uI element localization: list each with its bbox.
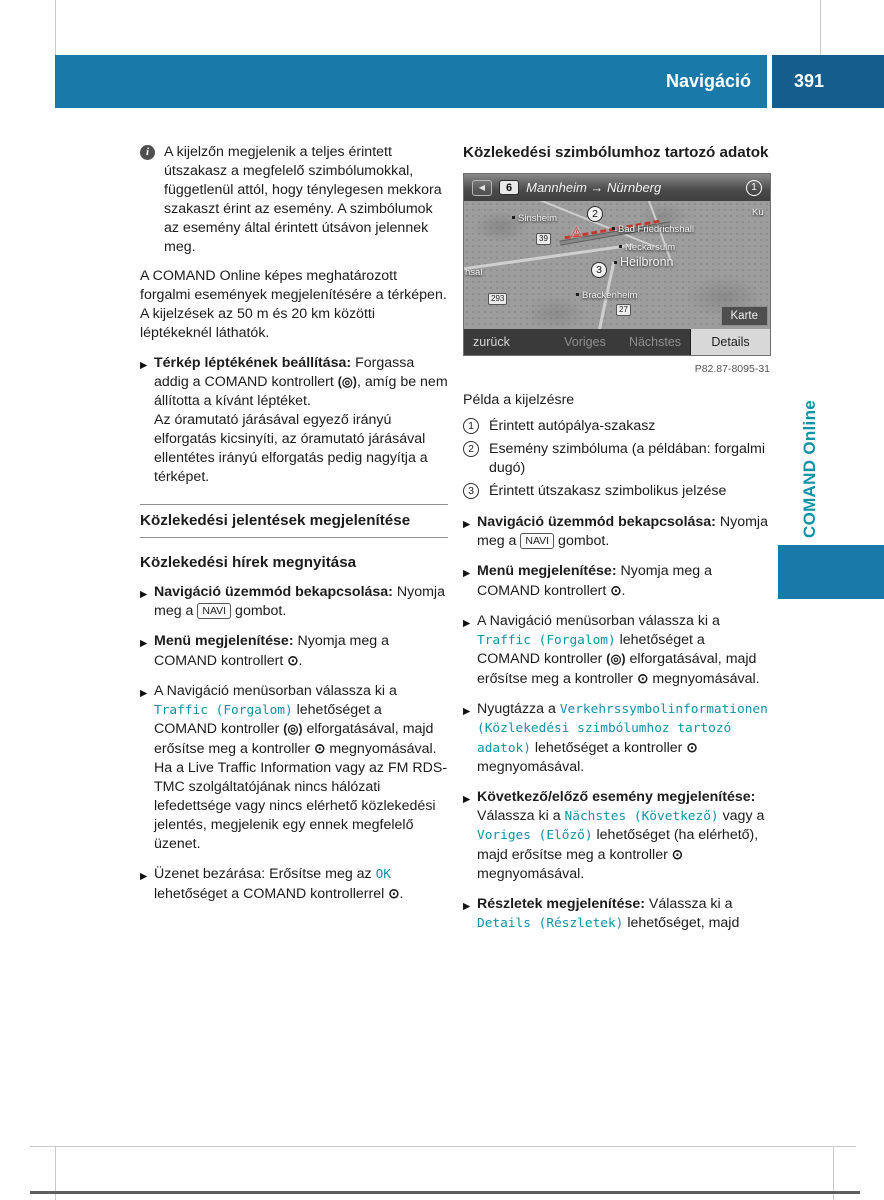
bullet-text: lehetőséget (ha elérhető), majd erősítse meg a kontroller	[477, 827, 759, 863]
bullet-text: gombot.	[554, 533, 610, 549]
bullet-text: .	[621, 583, 626, 599]
screenshot-header-bar	[464, 174, 770, 201]
intro-paragraph: A COMAND Online képes meghatározott forgalmi események megjelenítésére a térképen. A kijelzések az 50 m és 20 km közötti léptékeknél láthatók.	[140, 268, 447, 341]
info-note-text: A kijelzőn megjelenik a teljes érintett útszakasz a megfelelő szimbólumokkal, függetlenül attól, hogy ténylegesen mekkora szakaszt érint az esemény. A szimbólumok az esemény által érintett útsávon jelennek meg.	[164, 144, 442, 255]
legend-item	[463, 440, 771, 478]
bullet-text: Válassza ki a	[644, 896, 733, 912]
info-note	[140, 143, 448, 257]
bullet-text: Forgassa addig a COMAND kontrollert	[154, 355, 415, 390]
back-arrow-glyph: ◀	[478, 183, 486, 192]
bullet-lead: Térkép léptékének beállítása:	[154, 355, 352, 371]
chapter-header-bar	[55, 55, 884, 108]
bullet-text: elforgatásával, majd erősítse meg a kontroller	[477, 651, 757, 687]
bullet-arrow-icon: ▶	[463, 794, 471, 805]
legend-text: Érintett útszakasz szimbolikus jelzése	[489, 483, 727, 499]
road-number-sign: 39	[536, 233, 551, 245]
road-number-sign: 293	[488, 293, 507, 305]
subsection-heading: Közlekedési hírek megnyitása	[140, 554, 357, 571]
karte-button: Karte	[721, 306, 769, 326]
bullet-text: lehetőséget a kontroller	[530, 740, 687, 756]
bullet-confirm-symbol-info	[463, 700, 771, 777]
bullet-text: .	[399, 886, 404, 902]
controller-press-icon: ⊙	[686, 740, 698, 755]
info-icon: i	[140, 145, 155, 160]
figure-caption: P82.87-8095-31	[694, 363, 770, 375]
bullet-map-scale	[140, 354, 448, 487]
bullet-arrow-icon: ▶	[140, 360, 148, 371]
callout-marker-2: 2	[587, 206, 603, 222]
page-edge-mark	[820, 0, 821, 55]
bullet-next-prev-event	[463, 788, 771, 884]
menu-item-back: zurück	[473, 334, 510, 349]
bullet-arrow-icon: ▶	[463, 568, 471, 579]
chapter-side-label: COMAND Online	[800, 399, 819, 538]
controller-press-icon: ⊙	[388, 886, 400, 901]
legend-number-1: 1	[463, 418, 479, 434]
callout-marker-3: 3	[591, 262, 607, 278]
controller-press-icon: ⊙	[671, 847, 684, 862]
bullet-text: A Navigáció menüsorban válassza ki a	[477, 613, 720, 629]
bullet-text: Válassza ki a	[477, 808, 565, 824]
bullet-text: megnyomásával.	[648, 671, 760, 687]
bullet-text: lehetőséget a COMAND kontroller	[154, 702, 382, 737]
legend-text: Esemény szimbóluma (a példában: forgalmi dugó)	[489, 441, 765, 476]
legend-text: Érintett autópálya-szakasz	[489, 418, 656, 434]
bullet-lead: Navigáció üzemmód bekapcsolása:	[477, 514, 716, 530]
controller-press-icon: ⊙	[314, 741, 326, 756]
callout-marker-1: 1	[746, 180, 762, 196]
bullet-select-traffic	[463, 612, 771, 689]
bullet-continuation: Az óramutató járásával egyező irányú elforgatás kicsinyíti, az óramutató járásával ellentétes irányú elforgatás pedig nagyítja a térképet.	[154, 412, 428, 485]
road-number-sign: 27	[616, 304, 631, 316]
map-town-label: hsal	[465, 267, 483, 278]
ui-option-previous: Voriges (Előző)	[477, 828, 593, 843]
legend-number-2: 2	[463, 441, 479, 457]
comand-display-screenshot	[463, 173, 771, 356]
map-area	[464, 201, 770, 329]
bullet-arrow-icon: ▶	[140, 589, 148, 600]
page-edge-mark	[30, 1191, 860, 1194]
bullet-arrow-icon: ▶	[140, 638, 148, 649]
bullet-activate-nav	[140, 583, 448, 621]
chapter-title-area	[55, 55, 767, 108]
bullet-text: Nyomja meg a COMAND kontrollert	[154, 633, 389, 669]
menu-item-next: Nächstes	[628, 334, 682, 349]
page-number-box	[772, 55, 884, 108]
bullet-arrow-icon: ▶	[140, 871, 148, 882]
map-town-label: Bad Friedrichshall	[612, 220, 694, 239]
controller-rotate-icon: (◎)	[283, 722, 303, 736]
navi-key: NAVI	[520, 533, 554, 549]
bullet-select-traffic	[140, 682, 448, 854]
bullet-text: megnyomásával.	[325, 741, 437, 757]
section-heading-right: Közlekedési szimbólumhoz tartozó adatok	[463, 144, 769, 161]
map-town-label: Sinsheim	[512, 209, 557, 228]
controller-press-icon: ⊙	[610, 583, 622, 598]
bullet-lead: Részletek megjelenítése:	[477, 896, 645, 912]
map-road	[464, 243, 633, 271]
menu-item-previous: Voriges	[564, 334, 606, 349]
bullet-text: Nyomja meg a	[477, 514, 768, 549]
controller-press-icon: ⊙	[637, 671, 649, 686]
controller-rotate-icon: (◎)	[337, 375, 357, 389]
bullet-text: Nyomja meg a COMAND kontrollert	[477, 563, 712, 599]
legend-item	[463, 417, 771, 436]
bullet-close-message	[140, 865, 448, 904]
map-town-label: Heilbronn	[614, 253, 674, 272]
bullet-text: , amíg be nem állította a kívánt léptéket.	[154, 374, 448, 409]
left-column	[140, 143, 448, 915]
ui-option-details: Details (Részletek)	[477, 916, 624, 931]
route-title: Mannheim → Nürnberg	[526, 180, 662, 195]
motorway-sign: 6	[499, 180, 519, 195]
ui-option-symbol-info: Verkehrssymbolinformationen (Közlekedési szimbólumhoz tartozó adatok)	[477, 702, 768, 756]
bullet-text: lehetőséget, majd	[623, 915, 740, 931]
back-icon	[472, 180, 492, 196]
page-edge-mark	[55, 0, 56, 55]
legend-number-3: 3	[463, 483, 479, 499]
chapter-title: Navigáció	[665, 71, 751, 91]
bullet-text: Nyugtázza a	[477, 701, 560, 717]
bullet-text: vagy a	[718, 808, 765, 824]
legend-item	[463, 482, 771, 501]
navi-key: NAVI	[197, 603, 231, 619]
bullet-text: lehetőséget a COMAND kontroller	[477, 632, 705, 667]
ui-option-traffic: Traffic (Forgalom)	[154, 703, 293, 718]
bullet-text: megnyomásával.	[477, 866, 585, 882]
bullet-text: gombot.	[231, 603, 287, 619]
bullet-show-menu	[140, 632, 448, 671]
screenshot-menu-bar	[464, 329, 770, 355]
bullet-text: Nyomja meg a	[154, 584, 445, 619]
bullet-lead: Menü megjelenítése:	[477, 563, 617, 579]
bullet-show-menu	[463, 562, 771, 601]
controller-press-icon: ⊙	[287, 653, 299, 668]
map-town-label: Kü	[752, 207, 764, 218]
bullet-lead: Menü megjelenítése:	[154, 633, 294, 649]
bullet-text: elforgatásával, majd erősítse meg a kontroller	[154, 721, 434, 757]
bullet-text: megnyomásával.	[477, 759, 585, 775]
bullet-text: Üzenet bezárása: Erősítse meg az	[154, 866, 376, 882]
right-column	[463, 143, 771, 944]
bullet-arrow-icon: ▶	[463, 519, 471, 530]
bullet-arrow-icon: ▶	[463, 901, 471, 912]
bullet-arrow-icon: ▶	[463, 706, 471, 717]
controller-rotate-icon: (◎)	[606, 652, 626, 666]
bullet-continuation: Ha a Live Traffic Information vagy az FM RDS-TMC szolgáltatójának nincs hálózati lefedettsége vagy nincs elérhető közlekedési jelentés, megjelenik egy ennek megfelelő üzenet.	[154, 760, 448, 852]
traffic-jam-warning-icon: ⚠	[570, 224, 583, 240]
map-town-label: Neckarsulm	[619, 238, 675, 257]
section-heading: Közlekedési jelentések megjelenítése	[140, 504, 448, 538]
bullet-arrow-icon: ▶	[140, 688, 148, 699]
bullet-lead: Következő/előző esemény megjelenítése:	[477, 789, 756, 805]
map-town-label: Brackenheim	[576, 286, 637, 305]
bullet-text: A Navigáció menüsorban válassza ki a	[154, 683, 397, 699]
bullet-text: lehetőséget a COMAND kontrollerrel	[154, 886, 389, 902]
chapter-thumb-tab	[778, 545, 884, 599]
page-number: 391	[794, 71, 825, 91]
bullet-lead: Navigáció üzemmód bekapcsolása:	[154, 584, 393, 600]
ui-option-traffic: Traffic (Forgalom)	[477, 633, 616, 648]
legend-title: Példa a kijelzésre	[463, 392, 575, 408]
bullet-text: .	[298, 653, 303, 669]
bullet-show-details	[463, 895, 771, 933]
page-edge-mark	[30, 1146, 856, 1147]
bullet-activate-nav	[463, 513, 771, 551]
bullet-arrow-icon: ▶	[463, 618, 471, 629]
ui-option-next: Nächstes (Következő)	[564, 809, 719, 824]
menu-item-details: Details	[690, 329, 770, 355]
ui-option-ok: OK	[375, 867, 392, 882]
